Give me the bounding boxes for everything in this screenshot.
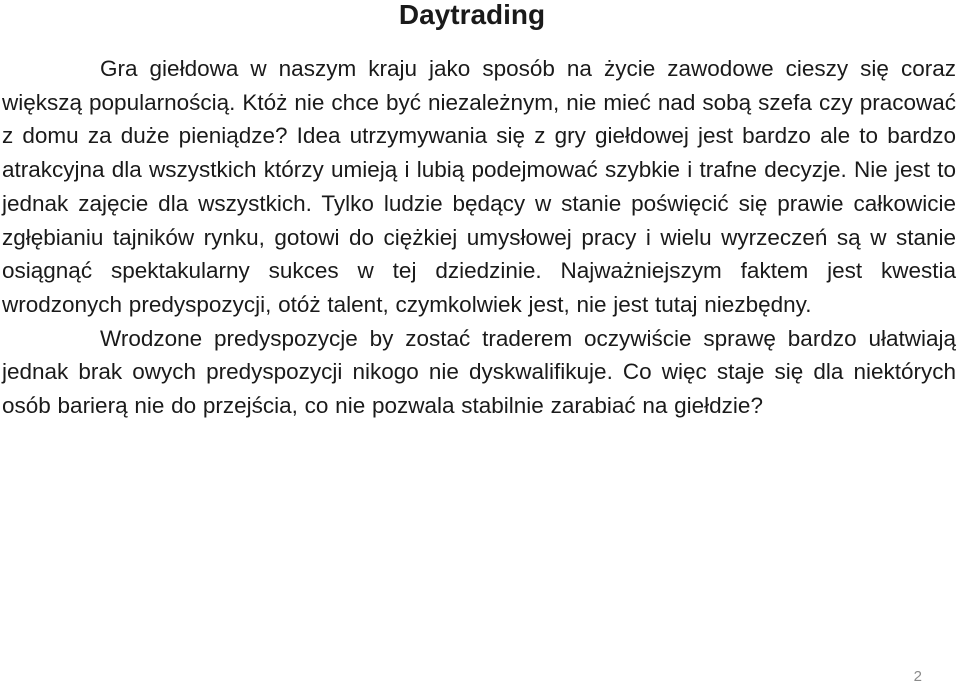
page-title: Daytrading — [398, 0, 546, 30]
paragraph-1: Gra giełdowa w naszym kraju jako sposób na życie zawodowe cieszy się coraz większą popularnością. Któż nie chce być niezależnym, nie mieć nad sobą szefa czy pracować z domu za duże pieniądze? Idea utrzymywania się z gry giełdowej jest bardzo ale to bardzo atrakcyjna dla wszystkich którzy umieją i lubią podejmować szybkie i trafne decyzje. Nie jest to jednak zajęcie dla wszystkich. Tylko ludzie będący w stanie poświęcić się prawie całkowicie zgłębianiu tajników rynku, gotowi do ciężkiej umysłowej pracy i wielu wyrzeczeń są w stanie osiągnąć spektakularny sukces w tej dziedzinie. Najważniejszym faktem jest kwestia wrodzonych predyspozycji, otóż talent, czymkolwiek jest, nie jest tutaj niezbędny. — [2, 56, 956, 317]
body-text — [2, 52, 956, 423]
paragraph-2: Wrodzone predyspozycje by zostać traderem oczywiście sprawę bardzo ułatwiają jednak brak owych predyspozycji nikogo nie dyskwalifikuje. Co więc staje się dla niektórych osób barierą nie do przejścia, co nie pozwala stabilnie zarabiać na giełdzie? — [2, 325, 956, 419]
page-number: 2 — [913, 668, 922, 685]
